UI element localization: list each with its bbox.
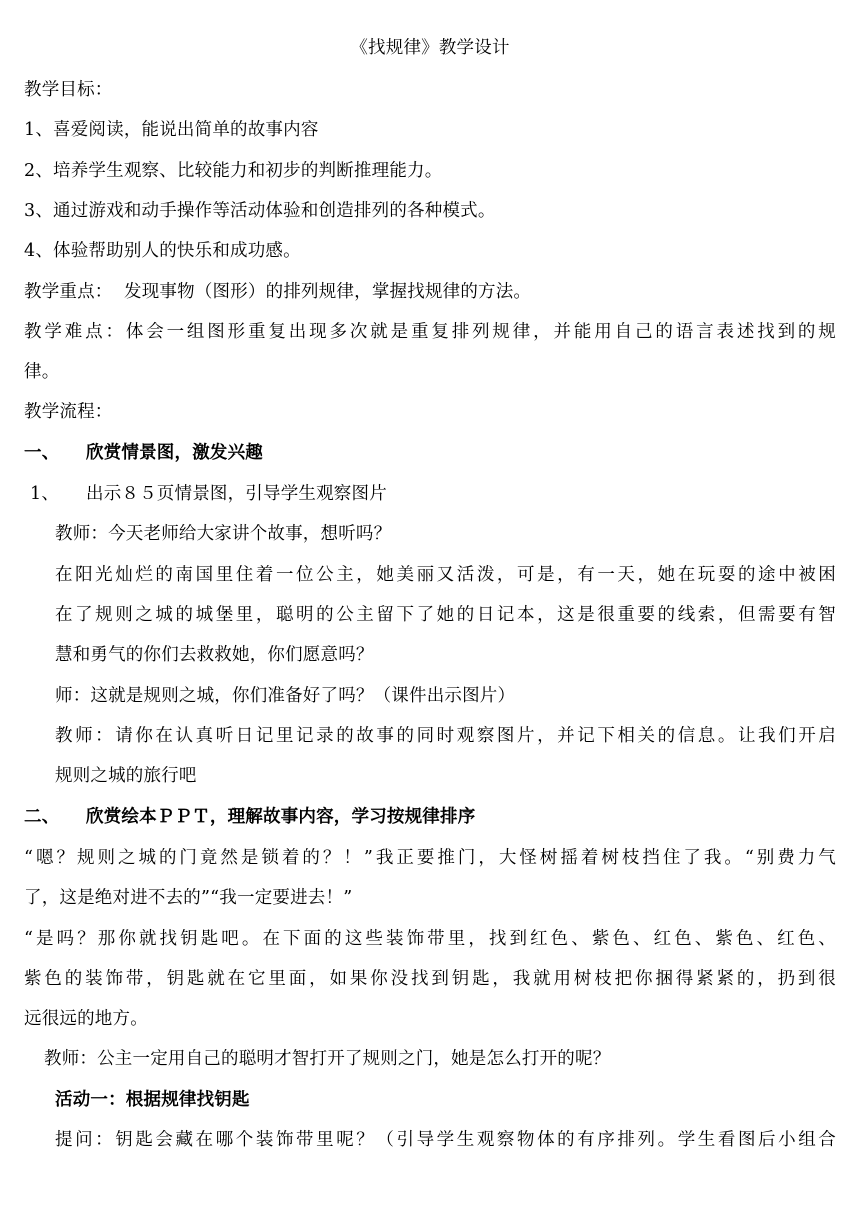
section-heading-1: [24, 441, 836, 465]
difficulty-line: 教学难点：体会一组图形重复出现多次就是重复排列规律，并能用自己的语言表述找到的规: [24, 322, 836, 342]
story-line: 在了规则之城的城堡里，聪明的公主留下了她的日记本，这是很重要的线索，但需要有智: [55, 605, 836, 625]
item-1: [30, 482, 836, 506]
quote-line: 紫色的装饰带，钥匙就在它里面，如果你没找到钥匙，我就用树枝把你捆得紧紧的，扔到很: [24, 969, 836, 989]
goal-item: 4、体验帮助别人的快乐和成功感。: [24, 241, 301, 261]
teacher-line: 师：这就是规则之城，你们准备好了吗？（课件出示图片）: [55, 686, 516, 706]
section-number: 二、: [24, 807, 60, 827]
section-heading-2: [24, 805, 836, 829]
goal-heading: 教学目标：: [24, 80, 113, 100]
goal-item: 3、通过游戏和动手操作等活动体验和创造排列的各种模式。: [24, 201, 496, 221]
section-number: 一、: [24, 443, 60, 463]
section-title: 欣赏绘本ＰＰＴ，理解故事内容，学习按规律排序: [86, 807, 476, 827]
difficulty-line: 律。: [24, 362, 60, 382]
item-number: 1、: [30, 484, 60, 504]
question-line: 提问：钥匙会藏在哪个装饰带里呢？（引导学生观察物体的有序排列。学生看图后小组合: [55, 1130, 836, 1150]
quote-line: 了，这是绝对进不去的”“我一定要进去！”: [24, 888, 353, 908]
goal-item: 1、喜爱阅读，能说出简单的故事内容: [24, 120, 319, 140]
section-title: 欣赏情景图，激发兴趣: [86, 443, 263, 463]
key-point: 教学重点： 发现事物（图形）的排列规律，掌握找规律的方法。: [24, 282, 532, 302]
teacher-line: 教师：今天老师给大家讲个故事，想听吗？: [55, 524, 392, 544]
document-title: 《找规律》教学设计: [350, 38, 510, 58]
goal-item: 2、培养学生观察、比较能力和初步的判断推理能力。: [24, 161, 443, 181]
teacher-line: 教师：公主一定用自己的聪明才智打开了规则之门，她是怎么打开的呢？: [44, 1049, 611, 1069]
quote-line: “是吗？那你就找钥匙吧。在下面的这些装饰带里，找到红色、紫色、红色、紫色、红色、: [24, 929, 836, 949]
item-text: 出示８５页情景图，引导学生观察图片: [86, 484, 387, 504]
story-line: 慧和勇气的你们去救救她，你们愿意吗？: [55, 645, 374, 665]
process-heading: 教学流程：: [24, 402, 113, 422]
quote-line: “嗯？规则之城的门竟然是锁着的？！”我正要推门，大怪树摇着树枝挡住了我。“别费力气: [24, 848, 836, 868]
teacher-line: 规则之城的旅行吧: [55, 766, 197, 786]
quote-line: 远很远的地方。: [24, 1009, 148, 1029]
activity-heading: 活动一：根据规律找钥匙: [55, 1090, 250, 1110]
story-line: 在阳光灿烂的南国里住着一位公主，她美丽又活泼，可是，有一天，她在玩耍的途中被困: [55, 565, 836, 585]
teacher-line: 教师：请你在认真听日记里记录的故事的同时观察图片，并记下相关的信息。让我们开启: [55, 726, 836, 746]
